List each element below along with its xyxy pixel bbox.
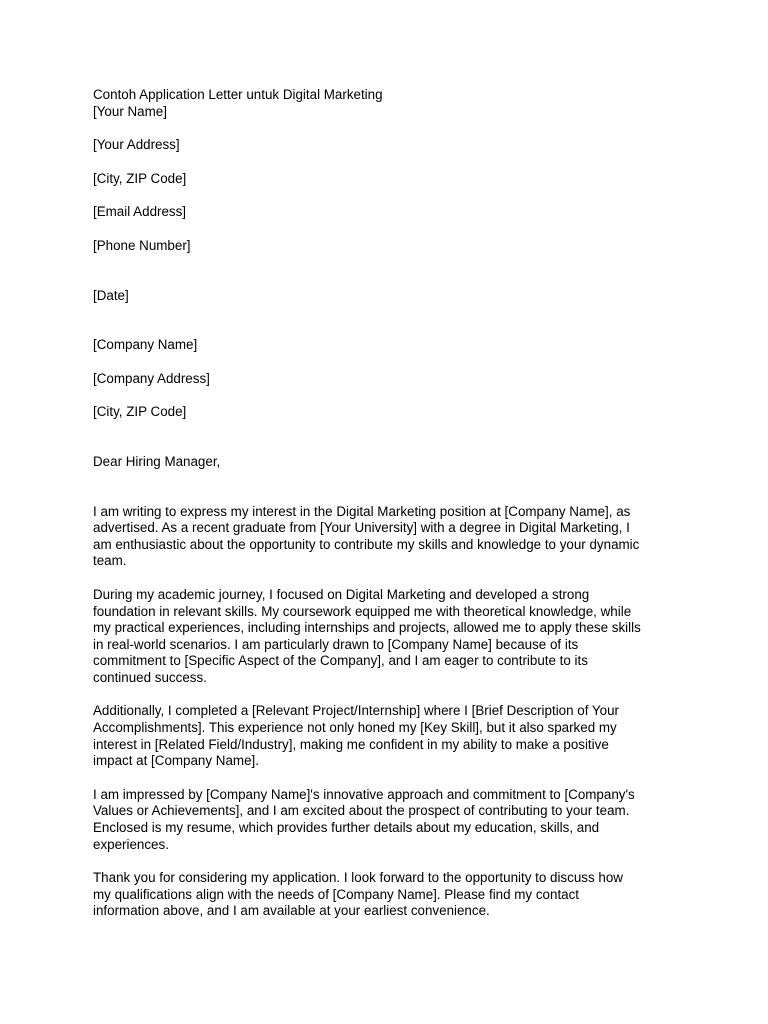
paragraph-line: continued success.	[93, 669, 207, 685]
sender-phone: [Phone Number]	[93, 237, 191, 253]
salutation: Dear Hiring Manager,	[93, 453, 221, 469]
paragraph-line: foundation in relevant skills. My coursework equipped me with theoretical knowledge, while	[93, 603, 632, 619]
body-paragraph-2	[93, 587, 683, 687]
paragraph-line: Additionally, I completed a [Relevant Project/Internship] where I [Brief Description of Your	[93, 703, 619, 719]
paragraph-line: am enthusiastic about the opportunity to contribute my skills and knowledge to your dynamic	[93, 536, 640, 552]
paragraph-line: my practical experiences, including internships and projects, allowed me to apply these skills	[93, 620, 641, 636]
body-paragraph-5	[93, 870, 683, 920]
paragraph-line: my qualifications align with the needs of [Company Name]. Please find my contact	[93, 886, 580, 902]
letter-page	[93, 87, 683, 920]
body-paragraph-4	[93, 787, 683, 853]
paragraph-line: Enclosed is my resume, which provides further details about my education, skills, and	[93, 820, 600, 836]
paragraph-line: experiences.	[93, 836, 169, 852]
paragraph-line: I am writing to express my interest in the Digital Marketing position at [Company Name], as	[93, 503, 631, 519]
paragraph-line: commitment to [Specific Aspect of the Company], and I am eager to contribute to its	[93, 653, 588, 669]
paragraph-line: team.	[93, 553, 127, 569]
body-paragraph-3	[93, 703, 683, 769]
body-paragraph-1	[93, 504, 683, 570]
document-title: Contoh Application Letter untuk Digital Marketing	[93, 87, 383, 102]
paragraph-line: Accomplishments]. This experience not only honed my [Key Skill], but it also sparked my	[93, 720, 617, 736]
recipient-company-name: [Company Name]	[93, 337, 198, 353]
paragraph-line: I am impressed by [Company Name]'s innovative approach and commitment to [Company's	[93, 786, 635, 802]
sender-address: [Your Address]	[93, 137, 180, 153]
paragraph-line: impact at [Company Name].	[93, 753, 259, 769]
recipient-company-address: [Company Address]	[93, 370, 210, 386]
paragraph-line: During my academic journey, I focused on Digital Marketing and developed a strong	[93, 586, 590, 602]
paragraph-line: Values or Achievements], and I am excited about the prospect of contributing to your team.	[93, 803, 630, 819]
paragraph-line: advertised. As a recent graduate from [Your University] with a degree in Digital Marketing, I	[93, 520, 630, 536]
sender-city-zip: [City, ZIP Code]	[93, 170, 187, 186]
paragraph-line: Thank you for considering my application. I look forward to the opportunity to discuss how	[93, 870, 623, 886]
letter-date: [Date]	[93, 287, 129, 303]
recipient-city-zip: [City, ZIP Code]	[93, 404, 187, 420]
paragraph-line: interest in [Related Field/Industry], making me confident in my ability to make a positive	[93, 736, 609, 752]
sender-email: [Email Address]	[93, 204, 187, 220]
paragraph-line: information above, and I am available at your earliest convenience.	[93, 903, 490, 919]
paragraph-line: in real-world scenarios. I am particularly drawn to [Company Name] because of its	[93, 636, 579, 652]
sender-name: [Your Name]	[93, 103, 167, 119]
